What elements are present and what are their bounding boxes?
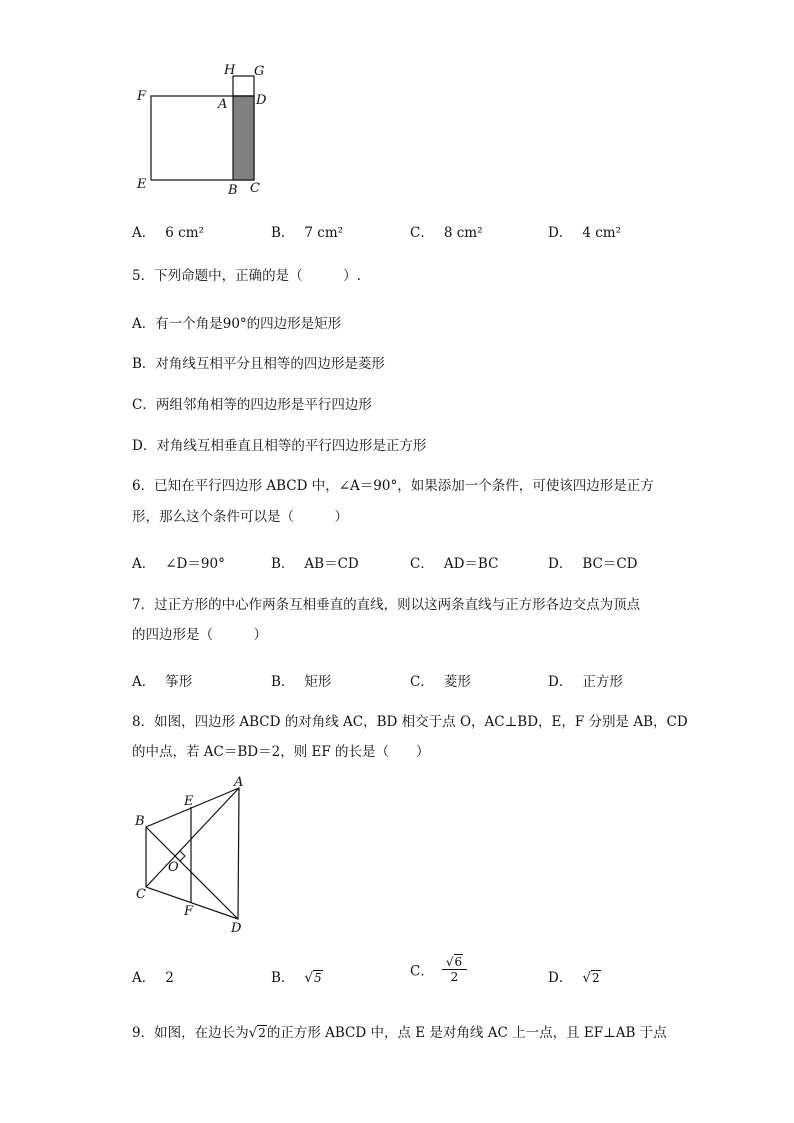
q6-stem-line1: 6．已知在平行四边形 ABCD 中，∠A＝90°，如果添加一个条件，可使该四边形是正方 [132, 478, 654, 494]
option-value: 4 cm² [582, 225, 621, 241]
option-value: ∠D＝90° [165, 556, 225, 572]
option-letter: A． [132, 674, 156, 690]
label-b: B [135, 814, 145, 829]
option-value: 2 [165, 970, 174, 986]
q5-option-c[interactable]: C．两组邻角相等的四边形是平行四边形 [132, 397, 372, 413]
q8-option-b[interactable] [271, 966, 323, 986]
label-d: D [231, 921, 242, 936]
shaded-strip-abcd [233, 96, 254, 180]
q8-option-d[interactable] [548, 966, 601, 986]
q8-stem-line1: 8．如图，四边形 ABCD 的对角线 AC，BD 相交于点 O，AC⊥BD，E，F 分别是 AB，CD [132, 714, 688, 730]
label-g: G [254, 64, 265, 79]
q4-option-a[interactable] [132, 221, 204, 241]
q5-option-d[interactable]: D．对角线互相垂直且相等的平行四边形是正方形 [132, 438, 427, 454]
option-letter: A． [132, 556, 156, 572]
radicand: 2 [258, 1026, 266, 1040]
q7-option-d[interactable] [548, 670, 623, 690]
option-value-sqrt [582, 970, 600, 986]
option-value: 菱形 [443, 674, 471, 690]
option-letter: A． [132, 225, 156, 241]
option-letter: C． [410, 674, 434, 690]
radicand: 5 [314, 971, 322, 985]
q9-stem-post: 的正方形 ABCD 中，点 E 是对角线 AC 上一点，且 EF⊥AB 于点 [266, 1025, 667, 1041]
fraction-numerator [442, 955, 467, 970]
option-letter: B． [271, 225, 295, 241]
label-o: O [168, 860, 179, 875]
q7-option-c[interactable] [410, 670, 471, 690]
q9-sqrt [249, 1025, 267, 1041]
q6-option-c[interactable] [410, 552, 498, 572]
q8-option-a[interactable] [132, 966, 174, 986]
fraction [442, 955, 467, 984]
option-value: 7 cm² [304, 225, 344, 241]
figure-quadrilateral-abcd [128, 775, 268, 937]
q5-option-a[interactable]: A．有一个角是90°的四边形是矩形 [132, 316, 342, 332]
label-f: F [137, 89, 147, 104]
label-e: E [137, 177, 147, 192]
option-value: BC＝CD [582, 556, 638, 572]
q5-option-b[interactable]: B．对角线互相平分且相等的四边形是菱形 [132, 356, 385, 372]
q9-stem [132, 1021, 667, 1041]
fraction-denominator: 2 [450, 970, 459, 984]
label-a: A [234, 775, 244, 790]
q8-stem-line2: 的中点，若 AC＝BD＝2，则 EF 的长是（ ） [132, 744, 430, 760]
radicand: 6 [454, 955, 463, 969]
option-value-sqrt [304, 970, 322, 986]
q6-option-d[interactable] [548, 552, 637, 572]
label-h: H [224, 63, 236, 78]
option-letter: D． [548, 674, 573, 690]
figure-rectangle-strip [130, 58, 280, 203]
label-c: C [250, 181, 260, 196]
label-d: D [256, 93, 267, 108]
q6-option-a[interactable] [132, 552, 225, 572]
q7-option-b[interactable] [271, 670, 331, 690]
q6-stem-line2: 形，那么这个条件可以是（ ） [132, 509, 348, 525]
q7-option-a[interactable] [132, 670, 192, 690]
option-value: 正方形 [582, 674, 623, 690]
sqrt-icon: √ [304, 970, 314, 986]
option-value: 6 cm² [165, 225, 204, 241]
q8-option-c[interactable] [410, 955, 467, 984]
option-letter: C． [410, 225, 434, 241]
q9-stem-pre: 9．如图，在边长为 [132, 1025, 249, 1041]
option-letter: D． [548, 225, 573, 241]
q6-option-b[interactable] [271, 552, 359, 572]
option-value: 筝形 [165, 674, 193, 690]
q4-option-c[interactable] [410, 221, 483, 241]
sqrt-icon: √ [445, 955, 454, 969]
label-c: C [136, 887, 146, 902]
label-f: F [184, 904, 194, 919]
sqrt-icon: √ [582, 970, 591, 986]
option-letter: A． [132, 970, 156, 986]
label-e: E [184, 794, 194, 809]
option-letter: C． [410, 556, 434, 572]
option-letter: C． [410, 963, 434, 980]
option-letter: D． [548, 970, 573, 986]
label-b: B [228, 183, 238, 198]
q5-stem: 5．下列命题中，正确的是（ ）. [132, 268, 361, 284]
q7-stem-line1: 7．过正方形的中心作两条互相垂直的直线，则以这两条直线与正方形各边交点为顶点 [132, 597, 641, 613]
q4-option-b[interactable] [271, 221, 343, 241]
option-letter: D． [548, 556, 573, 572]
q4-option-d[interactable] [548, 221, 621, 241]
square-ahgd [233, 76, 254, 96]
option-value: 8 cm² [443, 225, 483, 241]
option-value: 矩形 [304, 674, 332, 690]
option-letter: B． [271, 970, 295, 986]
sqrt-icon: √ [248, 1025, 258, 1041]
label-a: A [218, 97, 228, 112]
option-letter: B． [271, 556, 295, 572]
radicand: 2 [591, 971, 600, 985]
option-letter: B． [271, 674, 295, 690]
option-value: AB＝CD [304, 556, 359, 572]
option-value: AD＝BC [443, 556, 499, 572]
q7-stem-line2: 的四边形是（ ） [132, 627, 267, 643]
